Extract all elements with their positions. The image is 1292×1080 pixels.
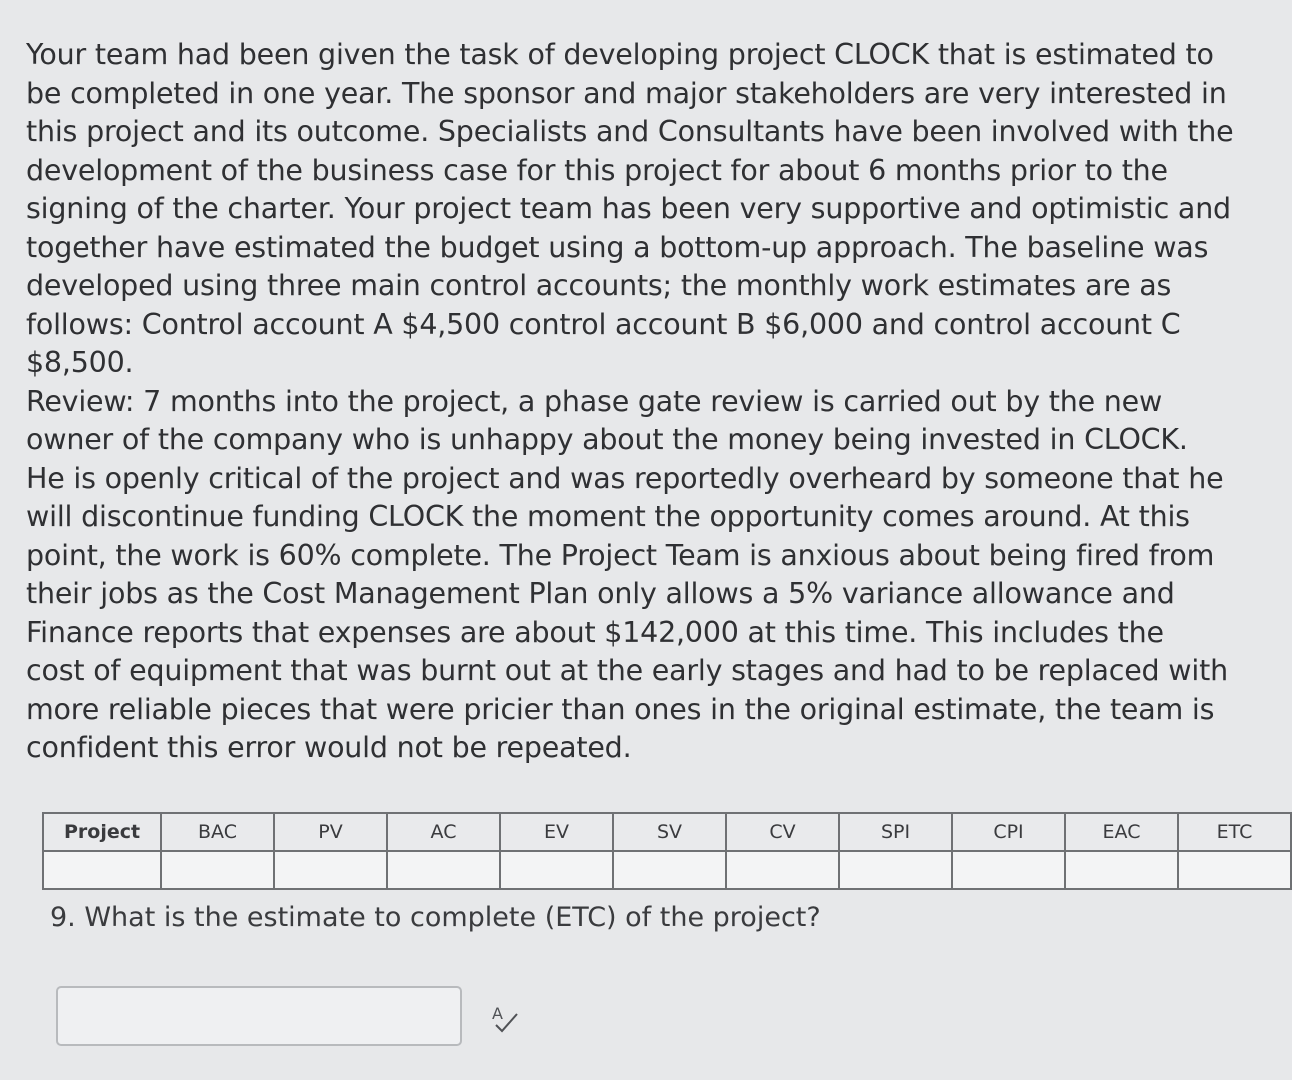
scenario-line: $8,500. xyxy=(26,346,134,379)
scenario-line: developed using three main control accounts; the monthly work estimates are as xyxy=(26,269,1172,302)
scenario-line: owner of the company who is unhappy about the money being invested in CLOCK. xyxy=(26,423,1188,456)
table-cell xyxy=(161,851,274,889)
column-header-cpi: CPI xyxy=(952,813,1065,851)
scenario-line: signing of the charter. Your project team has been very supportive and optimistic and xyxy=(26,192,1231,225)
column-header-project: Project xyxy=(43,813,161,851)
column-header-etc: ETC xyxy=(1178,813,1291,851)
question-text: 9. What is the estimate to complete (ETC) of the project? xyxy=(50,902,821,933)
scenario-line: this project and its outcome. Specialists and Consultants have been involved with the xyxy=(26,115,1234,148)
scenario-line: be completed in one year. The sponsor and major stakeholders are very interested in xyxy=(26,76,1227,110)
scenario-line: follows: Control account A $4,500 control account B $6,000 and control account C xyxy=(26,307,1181,341)
column-header-ac: AC xyxy=(387,813,500,851)
column-header-bac: BAC xyxy=(161,813,274,851)
column-header-ev: EV xyxy=(500,813,613,851)
scenario-text xyxy=(26,36,1241,768)
scenario-line: Your team had been given the task of developing project CLOCK that is estimated to xyxy=(26,38,1214,71)
table-cell xyxy=(500,851,613,889)
scenario-line: point, the work is 60% complete. The Project Team is anxious about being fired from xyxy=(26,538,1215,572)
table-row xyxy=(43,851,1291,889)
scenario-line: together have estimated the budget using a bottom-up approach. The baseline was xyxy=(26,230,1209,264)
table-cell xyxy=(274,851,387,889)
scenario-line: Finance reports that expenses are about $142,000 at this time. This includes the xyxy=(26,615,1164,649)
scenario-line: more reliable pieces that were pricier than ones in the original estimate, the team is xyxy=(26,692,1215,726)
evm-table xyxy=(42,812,1253,894)
scenario-line: confident this error would not be repeated. xyxy=(26,731,632,764)
scenario-line: He is openly critical of the project and was reportedly overheard by someone that he xyxy=(26,461,1224,495)
column-header-cv: CV xyxy=(726,813,839,851)
scenario-line: development of the business case for this project for about 6 months prior to the xyxy=(26,153,1168,187)
spellcheck-icon[interactable] xyxy=(488,1002,522,1034)
column-header-spi: SPI xyxy=(839,813,952,851)
table-cell xyxy=(1178,851,1291,889)
table-cell xyxy=(43,851,161,889)
column-header-eac: EAC xyxy=(1065,813,1178,851)
scenario-line: will discontinue funding CLOCK the moment the opportunity comes around. At this xyxy=(26,500,1190,533)
table-header-row xyxy=(43,813,1291,851)
table-cell xyxy=(839,851,952,889)
column-header-pv: PV xyxy=(274,813,387,851)
table-cell xyxy=(387,851,500,889)
answer-input[interactable] xyxy=(56,986,462,1046)
table-cell xyxy=(726,851,839,889)
column-header-sv: SV xyxy=(613,813,726,851)
scenario-line: cost of equipment that was burnt out at the early stages and had to be replaced with xyxy=(26,654,1228,687)
table-cell xyxy=(613,851,726,889)
scenario-line: Review: 7 months into the project, a phase gate review is carried out by the new xyxy=(26,384,1163,418)
svg-text:A: A xyxy=(492,1004,503,1023)
scenario-line: their jobs as the Cost Management Plan only allows a 5% variance allowance and xyxy=(26,577,1175,610)
table-cell xyxy=(1065,851,1178,889)
table-cell xyxy=(952,851,1065,889)
